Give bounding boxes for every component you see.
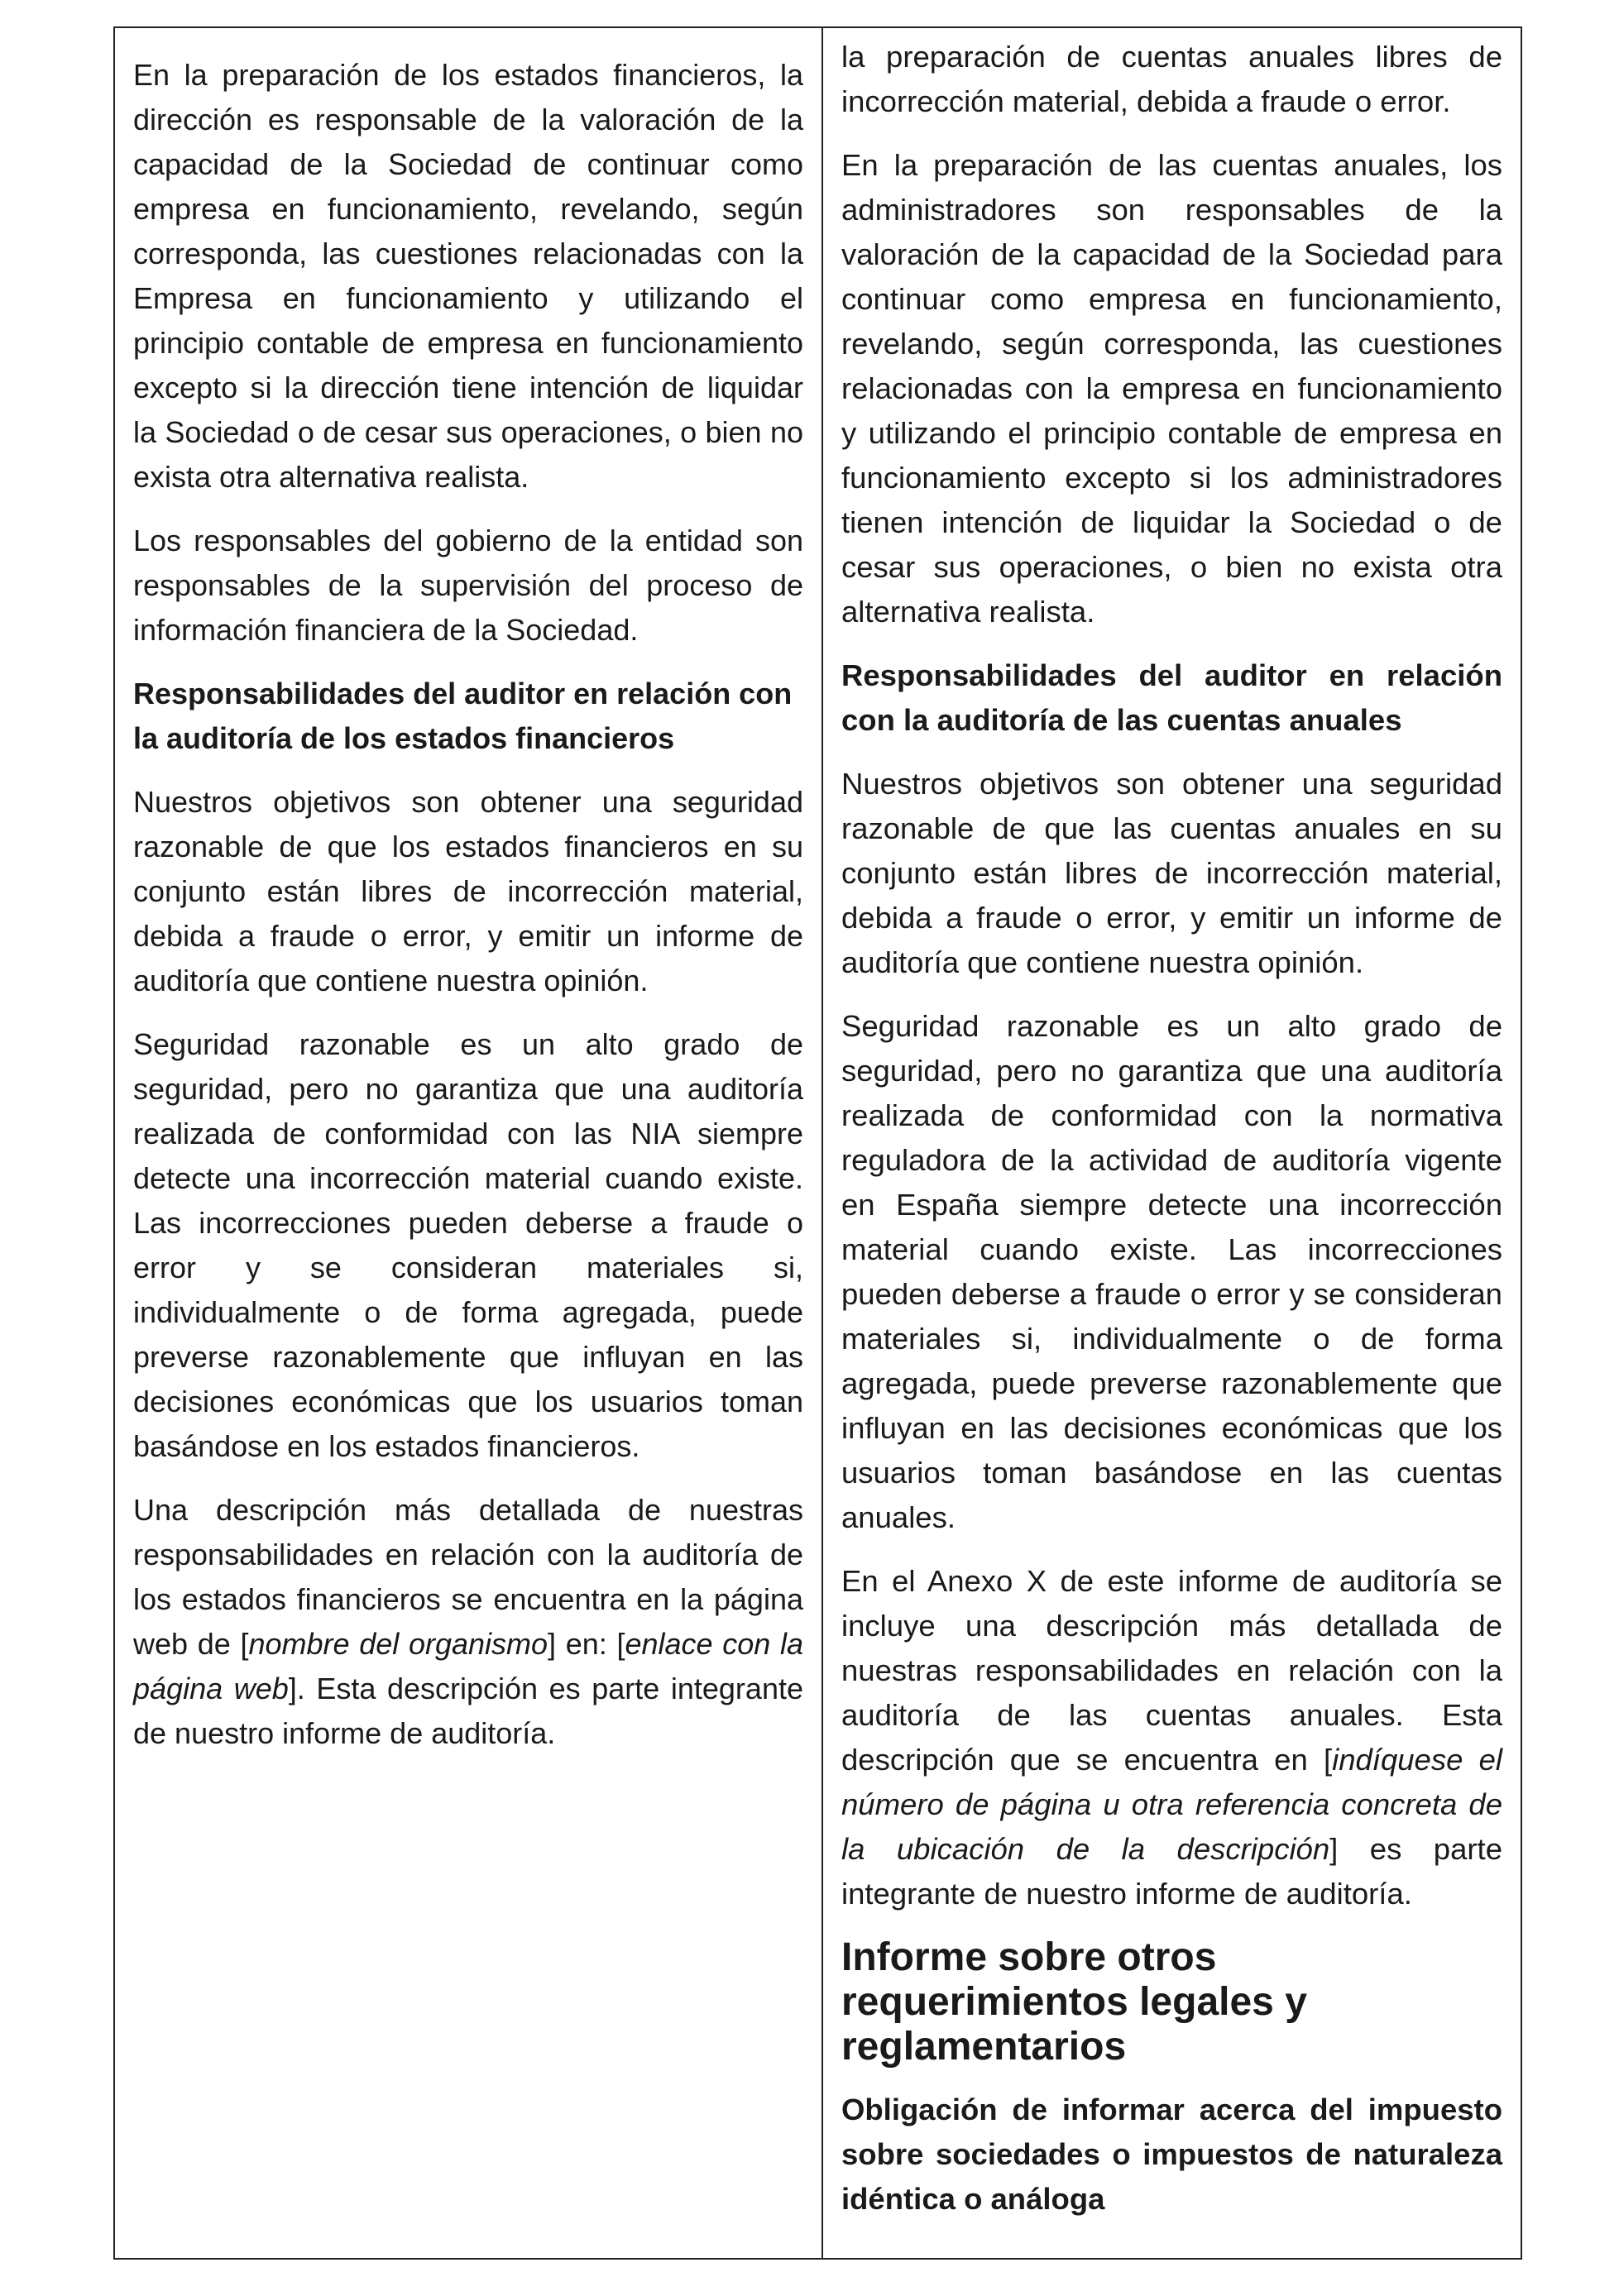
- left-column: [115, 28, 823, 2258]
- left-paragraph-description-location: Una descripción más detallada de nuestras responsabilidades en relación con la auditoría de los estados financieros se encuentra en la página web de [nombre del organismo] en: [enlace con la página web]. Esta descripción es parte integrante de nuestro informe de auditoría.: [133, 1493, 803, 1750]
- section-heading-other-requirements: Informe sobre otros requerimientos legales y reglamentarios: [841, 1935, 1307, 2069]
- right-column: [823, 28, 1521, 2258]
- right-paragraph-annex-description: En el Anexo X de este informe de auditoría se incluye una descripción más detallada de nuestras responsabilidades en relación con la auditoría de las cuentas anuales. Esta descripción que se encuentra en [indíquese el número de página u otra referencia concreta de la ubicación de la descripción] es parte integrante de nuestro informe de auditoría.: [841, 1564, 1502, 1911]
- left-paragraph-reasonable-assurance: Seguridad razonable es un alto grado de seguridad, pero no garantiza que una auditoría realizada de conformidad con las NIA siempre detecte una incorrección material cuando existe. Las incorrecciones pueden deberse a fraude o error y se consideran materiales si, individualmente o de forma agregada, puede preverse razonablemente que influyan en las decisiones económicas que los usuarios toman basándose en los estados financieros.: [133, 1027, 803, 1463]
- right-paragraph-continuation: la preparación de cuentas anuales libres de incorrección material, debida a fraude o error.: [841, 40, 1502, 118]
- left-paragraph-going-concern: En la preparación de los estados financieros, la dirección es responsable de la valoración de la capacidad de la Sociedad de continuar como empresa en funcionamiento, revelando, según corresponda, las cuestiones relacionadas con la Empresa en funcionamiento y utilizando el principio contable de empresa en funcionamiento excepto si la dirección tiene intención de liquidar la Sociedad o de cesar sus operaciones, o bien no exista otra alternativa realista.: [133, 58, 803, 494]
- left-paragraph-governance: Los responsables del gobierno de la entidad son responsables de la supervisión del proceso de información financiera de la Sociedad.: [133, 524, 803, 647]
- right-paragraph-objectives: Nuestros objetivos son obtener una seguridad razonable de que las cuentas anuales en su conjunto están libres de incorrección material, debida a fraude o error, y emitir un informe de auditoría que contiene nuestra opinión.: [841, 767, 1502, 979]
- right-subheading-tax-obligation: Obligación de informar acerca del impuesto sobre sociedades o impuestos de naturaleza idéntica o análoga: [841, 2093, 1502, 2216]
- right-paragraph-going-concern: En la preparación de las cuentas anuales, los administradores son responsables de la valoración de la capacidad de la Sociedad para continuar como empresa en funcionamiento, revelando, según corresponda, las cuestiones relacionadas con la empresa en funcionamiento y utilizando el principio contable de empresa en funcionamiento excepto si los administradores tienen intención de liquidar la Sociedad o de cesar sus operaciones, o bien no exista otra alternativa realista.: [841, 148, 1502, 629]
- right-paragraph-reasonable-assurance: Seguridad razonable es un alto grado de seguridad, pero no garantiza que una auditoría realizada de conformidad con la normativa reguladora de la actividad de auditoría vigente en España siempre detecte una incorrección material cuando existe. Las incorrecciones pueden deberse a fraude o error y se consideran materiales si, individualmente o de forma agregada, puede preverse razonablemente que influyan en las decisiones económicas que los usuarios toman basándose en las cuentas anuales.: [841, 1009, 1502, 1534]
- left-subheading-auditor-responsibilities: Responsabilidades del auditor en relación con la auditoría de los estados financieros: [133, 677, 793, 755]
- left-paragraph-objectives: Nuestros objetivos son obtener una seguridad razonable de que los estados financieros en su conjunto están libres de incorrección material, debida a fraude o error, y emitir un informe de auditoría que contiene nuestra opinión.: [133, 785, 803, 997]
- right-subheading-auditor-responsibilities: Responsabilidades del auditor en relación con la auditoría de las cuentas anuales: [841, 658, 1502, 737]
- comparison-table: [113, 26, 1522, 2260]
